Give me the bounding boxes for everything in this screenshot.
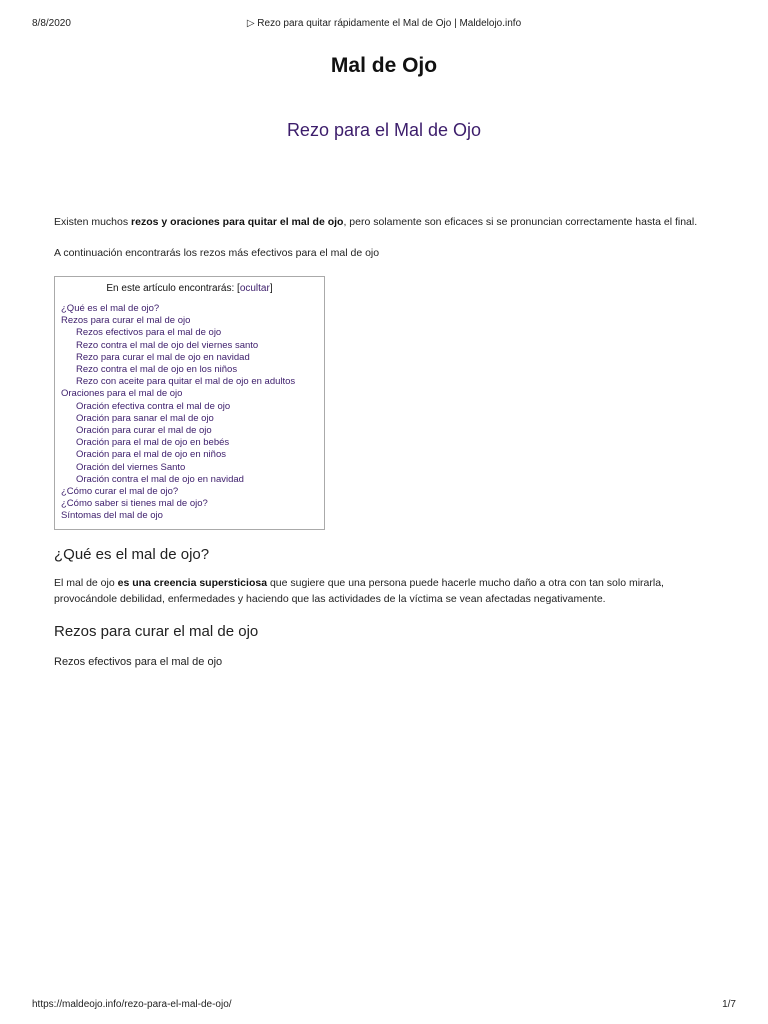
- toc-item[interactable]: ¿Cómo curar el mal de ojo?: [61, 486, 179, 498]
- toc-item[interactable]: ¿Cómo saber si tienes mal de ojo?: [61, 498, 208, 510]
- toc-item[interactable]: Rezos para curar el mal de ojo: [61, 315, 191, 327]
- section1-paragraph: El mal de ojo es una creencia supersticiosa que sugiere que una persona puede hacerle mucho daño a otra con tan solo mirarla, provocándole debilidad, enfermedades y haciendo que las actividades de la víctima se vean afectadas negativamente.: [54, 577, 664, 605]
- print-document-title: ▷ Rezo para quitar rápidamente el Mal de Ojo | Maldelojo.info: [246, 18, 522, 29]
- table-of-contents: [54, 276, 325, 530]
- toc-item[interactable]: Oración para el mal de ojo en niños: [76, 449, 226, 461]
- toc-item[interactable]: Oración para el mal de ojo en bebés: [76, 437, 230, 449]
- toc-item[interactable]: Rezo contra el mal de ojo en los niños: [76, 364, 238, 376]
- toc-item[interactable]: ¿Qué es el mal de ojo?: [61, 303, 160, 314]
- toc-item[interactable]: Oración para curar el mal de ojo: [76, 425, 212, 437]
- toc-item[interactable]: Oración efectiva contra el mal de ojo: [76, 400, 231, 412]
- toc-item[interactable]: Síntomas del mal de ojo: [61, 510, 163, 522]
- intro-paragraph: Existen muchos rezos y oraciones para quitar el mal de ojo, pero solamente son eficaces si se pronuncian correctamente hasta el final.: [54, 216, 698, 228]
- toc-item[interactable]: Rezos efectivos para el mal de ojo: [76, 327, 222, 339]
- toc-hide-link[interactable]: ocultar: [239, 283, 270, 294]
- print-date: 8/8/2020: [32, 18, 71, 29]
- heading-rezos-curar: Rezos para curar el mal de ojo: [54, 623, 259, 640]
- toc-item[interactable]: Rezo con aceite para quitar el mal de ojo en adultos: [76, 376, 296, 388]
- toc-list: [61, 303, 318, 523]
- intro-paragraph-2: A continuación encontrarás los rezos más efectivos para el mal de ojo: [54, 247, 380, 259]
- section1-bold-text: es una creencia supersticiosa: [117, 577, 268, 589]
- heading-que-es: ¿Qué es el mal de ojo?: [54, 546, 210, 563]
- toc-item[interactable]: Oración del viernes Santo: [76, 461, 186, 473]
- toc-item[interactable]: Oración para sanar el mal de ojo: [76, 412, 214, 424]
- heading-rezos-efectivos: Rezos efectivos para el mal de ojo: [54, 656, 223, 668]
- toc-item[interactable]: Rezo contra el mal de ojo del viernes santo: [76, 339, 259, 351]
- toc-item[interactable]: Oración contra el mal de ojo en navidad: [76, 473, 244, 485]
- toc-title: En este artículo encontrarás: [ocultar]: [106, 283, 273, 294]
- toc-item[interactable]: Oraciones para el mal de ojo: [61, 388, 183, 400]
- toc-item[interactable]: Rezo para curar el mal de ojo en navidad: [76, 351, 250, 363]
- site-title[interactable]: Mal de Ojo: [330, 54, 438, 77]
- intro-bold-text: rezos y oraciones para quitar el mal de ojo: [131, 216, 344, 228]
- post-title: Rezo para el Mal de Ojo: [286, 120, 482, 140]
- print-url: https://maldeojo.info/rezo-para-el-mal-de-ojo/: [32, 999, 232, 1010]
- page-number: 1/7: [722, 999, 736, 1010]
